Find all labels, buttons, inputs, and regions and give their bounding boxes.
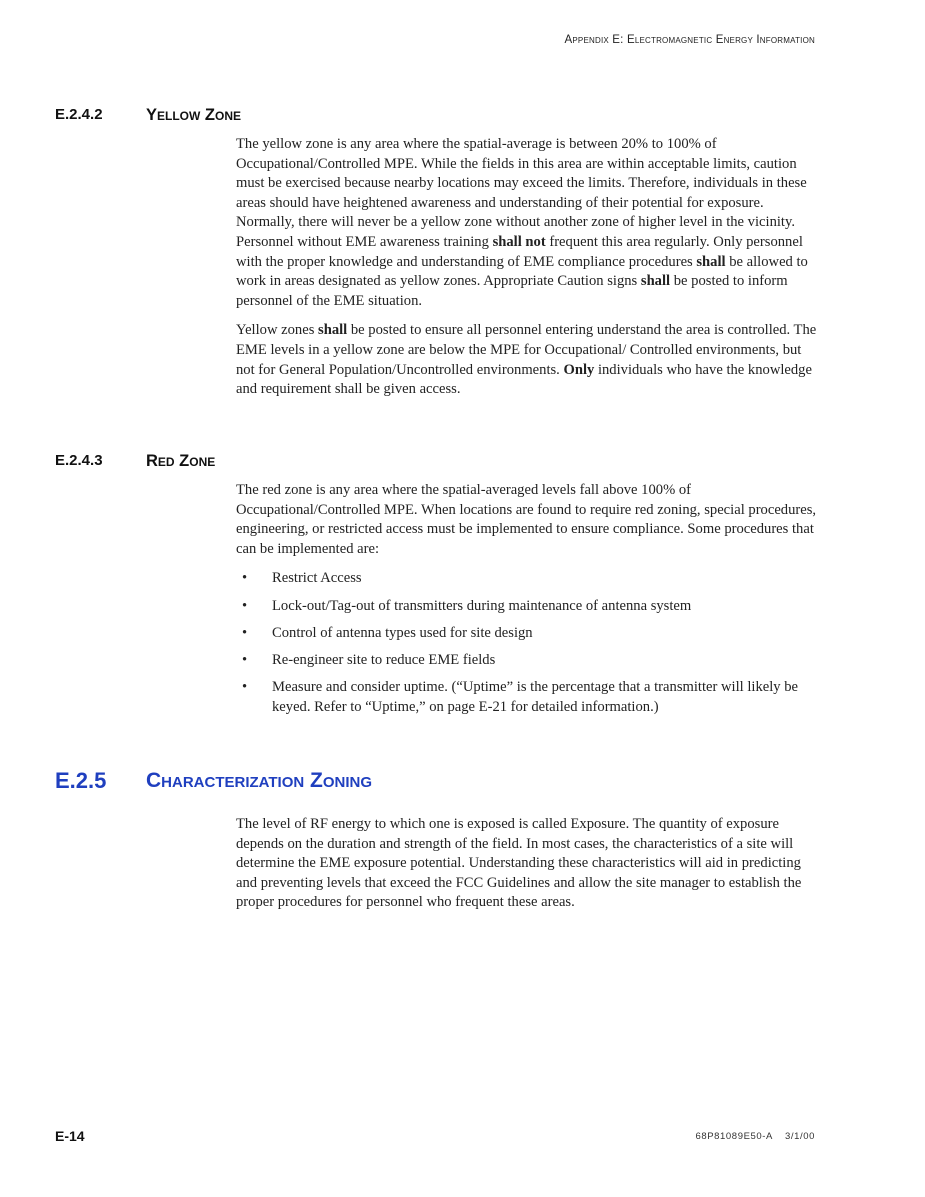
- yellow-zone-paragraph-1: The yellow zone is any area where the spatial-average is between 20% to 100% of Occupational/Controlled MPE. While the fields in this area are within acceptable limits, caution must be exercised because nearby locations may exceed the limits. Therefore, individuals in these areas should have heightened awareness and understanding of their potential for exposure. Normally, there will never be a yellow zone without another zone of higher level in the vicinity. Personnel without EME awareness training shall not frequent this area regularly. Only personnel with the proper knowledge and understanding of EME compliance procedures shall be allowed to work in areas designated as yellow zones. Appropriate Caution signs shall be posted to inform personnel of the EME situation.: [236, 136, 808, 309]
- bullet-icon: •: [242, 570, 248, 587]
- list-item: • Control of antenna types used for site design: [236, 624, 820, 644]
- characterization-body: [236, 815, 820, 923]
- yellow-zone-paragraph-2: Yellow zones shall be posted to ensure all personnel entering understand the area is controlled. The EME levels in a yellow zone are below the MPE for Occupational/ Controlled environments, but not for General Population/Uncontrolled environments. Only individuals who have the knowledge and requirement shall be given access.: [236, 322, 817, 398]
- characterization-title: Characterization Zoning: [146, 769, 373, 792]
- characterization-paragraph: The level of RF energy to which one is exposed is called Exposure. The quantity of exposure depends on the duration and strength of the field. In most cases, the characteristics of a site will determine the EME exposure potential. Understanding these characteristics will aid in predicting and preventing levels that exceed the FCC Guidelines and allow the site manager to establish the proper procedures for personnel who frequent these areas.: [236, 816, 802, 911]
- red-zone-procedure-list: [236, 569, 820, 717]
- document-id: 68P81089E50-A: [695, 1131, 773, 1142]
- list-item: • Re-engineer site to reduce EME fields: [236, 651, 820, 671]
- running-header: Appendix E: Electromagnetic Energy Information: [564, 34, 815, 46]
- red-zone-intro: The red zone is any area where the spatial-averaged levels fall above 100% of Occupational/Controlled MPE. When locations are found to require red zoning, special procedures, engineering, or restricted access must be implemented to ensure compliance. Some procedures that can be implemented are:: [236, 482, 817, 557]
- yellow-zone-number: E.2.4.2: [55, 106, 103, 123]
- red-zone-title: Red Zone: [146, 452, 216, 470]
- list-item: • Lock-out/Tag-out of transmitters during maintenance of antenna system: [236, 597, 820, 617]
- bullet-icon: •: [242, 651, 248, 668]
- document-date: 3/1/00: [784, 1131, 815, 1142]
- characterization-number: E.2.5: [55, 768, 107, 793]
- yellow-zone-body: [236, 135, 820, 410]
- red-zone-body: [236, 481, 820, 725]
- bullet-icon: •: [242, 679, 248, 696]
- footer-doc-info: [683, 1131, 815, 1142]
- bullet-icon: •: [242, 624, 248, 641]
- list-item: • Measure and consider uptime. (“Uptime” is the percentage that a transmitter will likely be keyed. Refer to “Uptime,” on page E-21 for detailed information.): [242, 679, 799, 715]
- yellow-zone-title: Yellow Zone: [146, 106, 241, 124]
- page-number: E-14: [55, 1128, 85, 1144]
- bullet-icon: •: [242, 597, 248, 614]
- list-item: • Restrict Access: [236, 569, 820, 589]
- red-zone-number: E.2.4.3: [55, 452, 103, 469]
